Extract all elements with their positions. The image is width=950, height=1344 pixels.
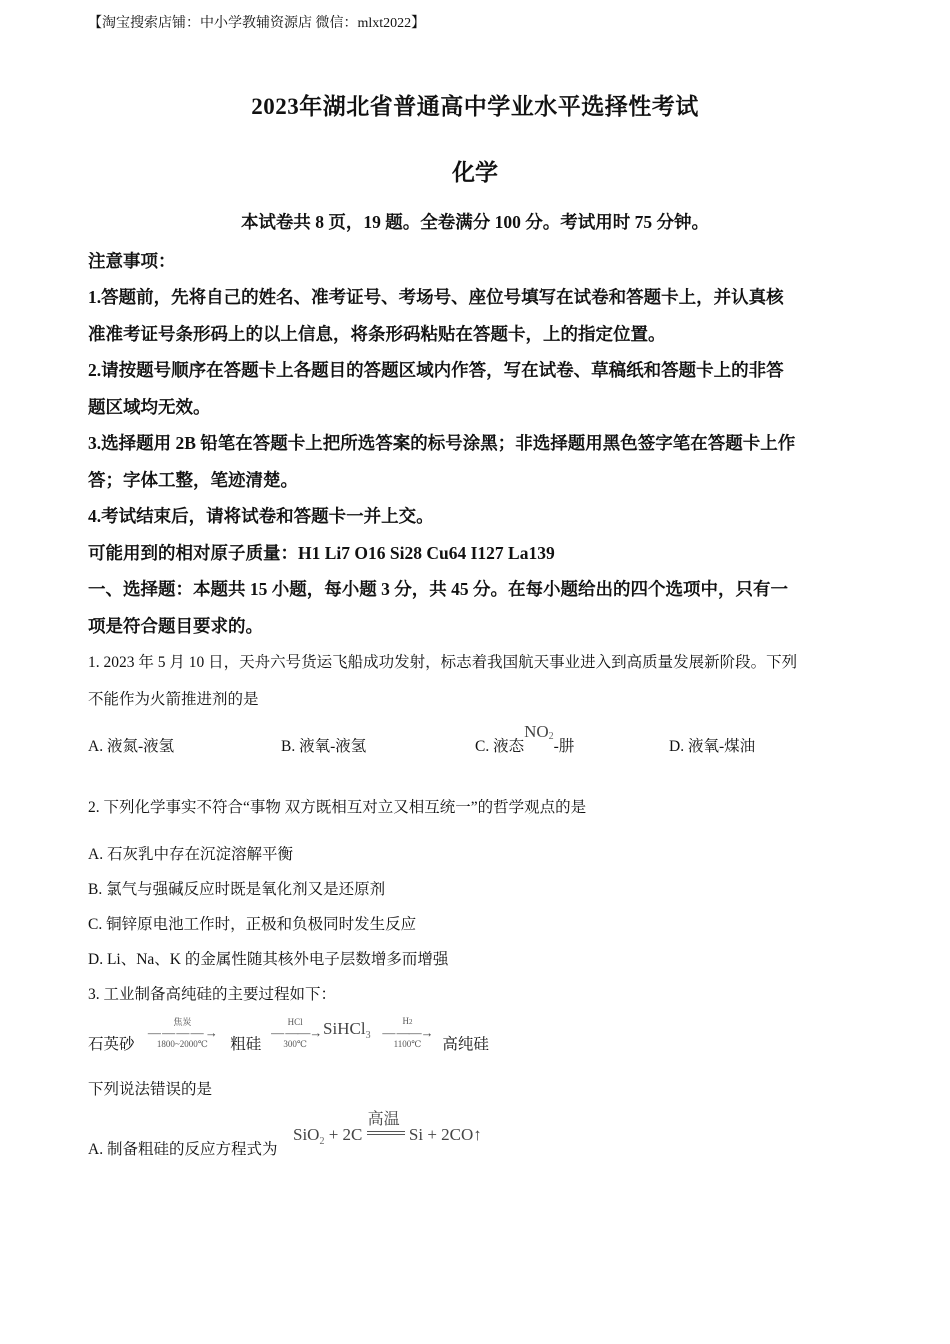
- section-1-heading-line-2: 项是符合题目要求的。: [88, 616, 263, 636]
- q3-step3-condition: 1100℃: [393, 1039, 422, 1049]
- q3-option-a-equation: [293, 1111, 482, 1147]
- q2-option-a: A. 石灰乳中存在沉淀溶解平衡: [88, 846, 293, 863]
- arrow-icon: — ——→: [382, 1025, 433, 1040]
- q3-question: 下列说法错误的是: [88, 1081, 213, 1098]
- q2-stem: 2. 下列化学事实不符合“事物 双方既相互对立又相互统一”的哲学观点的是: [88, 799, 587, 816]
- q2-option-c: C. 铜锌原电池工作时，正极和负极同时发生反应: [88, 916, 417, 933]
- notice-item-3-line-2: 答；字体工整，笔迹清楚。: [88, 470, 298, 490]
- q3-step1-arrow: [142, 1017, 222, 1049]
- notice-item-1-line-1: 1.答题前，先将自己的姓名、准考证号、考场号、座位号填写在试卷和答题卡上，并认真核: [88, 287, 784, 307]
- notice-item-2-line-1: 2.请按题号顺序在答题卡上各题目的答题区域内作答，写在试卷、草稿纸和答题卡上的非答: [88, 360, 784, 380]
- q1-stem-line-1: 1. 2023 年 5 月 10 日，天舟六号货运飞船成功发射，标志着我国航天事业进入到高质量发展新阶段。下列: [88, 654, 798, 671]
- q3-process-flow: [88, 1016, 489, 1054]
- notice-item-2-line-2: 题区域均无效。: [88, 397, 211, 417]
- q3-step3-arrow: [380, 1016, 434, 1049]
- subject-title: 化学: [452, 160, 498, 185]
- q3-option-a-rhs: Si + 2CO↑: [408, 1125, 482, 1144]
- q1-option-a: A. 液氮-液氢: [88, 738, 175, 755]
- q3-intermediate-2-sub: 3: [365, 1030, 371, 1042]
- q1-option-c-suffix: -肼: [553, 738, 575, 755]
- q2-option-d: D. Li、Na、K 的金属性随其核外电子层数增多而增强: [88, 951, 449, 968]
- q3-step3-reagent-symbol: H: [402, 1016, 409, 1026]
- q3-stem: 3. 工业制备高纯硅的主要过程如下：: [88, 986, 337, 1003]
- q3-option-a-condition-sign: [367, 1111, 405, 1143]
- equals-sign-icon: [367, 1131, 405, 1135]
- q2-option-b: B. 氯气与强碱反应时既是氧化剂又是还原剂: [88, 881, 386, 898]
- q3-step1-condition: 1800~2000℃: [156, 1038, 208, 1049]
- q3-step3-reagent-sub: 2: [408, 1018, 413, 1026]
- q3-intermediate-1: 粗硅: [230, 1036, 262, 1054]
- q1-option-c-sub: 2: [548, 731, 554, 742]
- exam-summary: 本试卷共 8 页，19 题。全卷满分 100 分。考试用时 75 分钟。: [240, 212, 710, 232]
- watermark: 【淘宝搜索店铺：中小学教辅资源店 微信：mlxt2022】: [88, 16, 426, 31]
- arrow-icon: — ——→: [271, 1024, 322, 1040]
- q1-option-c-formula: NO: [524, 722, 549, 741]
- q1-option-b: B. 液氧-液氢: [281, 738, 367, 755]
- atomic-mass-line: 可能用到的相对原子质量：H1 Li7 O16 Si28 Cu64 I127 La139: [88, 543, 555, 563]
- notice-item-1-line-2: 准准考证号条形码上的以上信息，将条形码粘贴在答题卡，上的指定位置。: [88, 324, 666, 344]
- arrow-icon: — — — — →: [147, 1024, 217, 1040]
- notice-item-4: 4.考试结束后，请将试卷和答题卡一并上交。: [88, 506, 434, 526]
- q3-step1-reagent: 焦炭: [173, 1016, 192, 1027]
- q3-start-material: 石英砂: [88, 1036, 135, 1054]
- q1-option-c-prefix: C. 液态: [475, 738, 525, 755]
- q3-option-a-lhs: SiO: [293, 1125, 320, 1144]
- exam-title: 2023年湖北省普通高中学业水平选择性考试: [251, 94, 699, 119]
- q3-option-a-plus: + 2C: [328, 1125, 363, 1144]
- q3-option-a-lhs-sub: 2: [319, 1136, 325, 1147]
- q1-stem-line-2: 不能作为火箭推进剂的是: [88, 691, 259, 708]
- q3-step2-arrow: [271, 1016, 322, 1049]
- notice-heading: 注意事项：: [88, 251, 176, 271]
- q3-step2-reagent: HCl: [287, 1016, 303, 1027]
- q1-option-d: D. 液氧-煤油: [669, 738, 756, 755]
- notice-item-3-line-1: 3.选择题用 2B 铅笔在答题卡上把所选答案的标号涂黑；非选择题用黑色签字笔在答题卡上作: [88, 433, 796, 453]
- q3-intermediate-2: SiHCl: [323, 1019, 366, 1039]
- section-1-heading-line-1: 一、选择题：本题共 15 小题，每小题 3 分，共 45 分。在每小题给出的四个选项中，只有一: [88, 579, 788, 599]
- q1-option-c: [475, 720, 575, 755]
- q3-step2-condition: 300℃: [283, 1038, 307, 1049]
- q3-option-a-prefix: A. 制备粗硅的反应方程式为: [88, 1141, 278, 1158]
- q3-option-a-condition: 高温: [367, 1111, 400, 1128]
- q3-end-product: 高纯硅: [442, 1036, 489, 1054]
